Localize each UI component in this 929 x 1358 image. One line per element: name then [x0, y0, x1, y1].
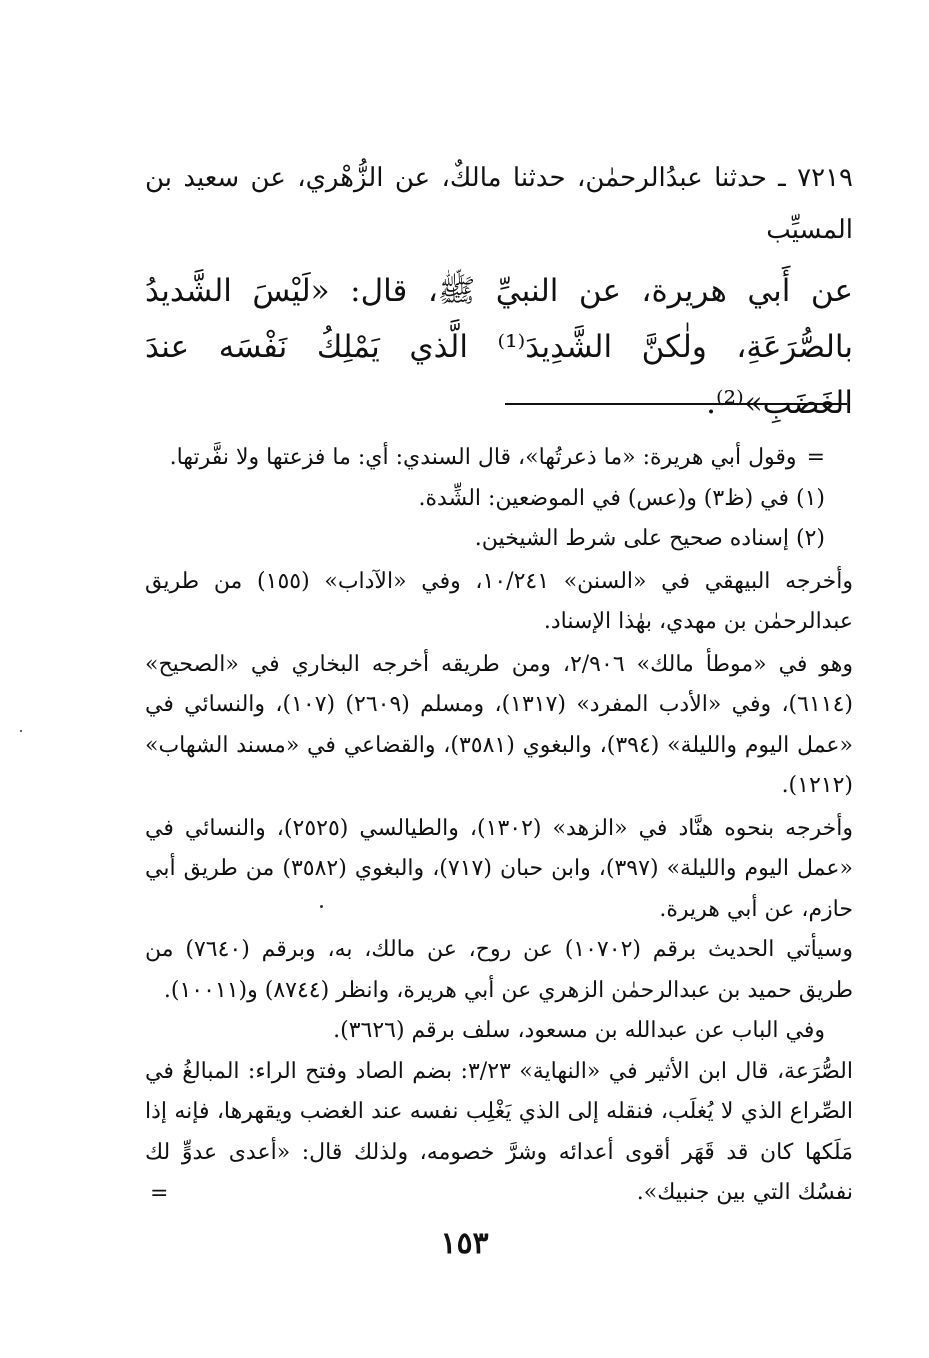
footnote-continuation	[145, 438, 853, 479]
scan-speck	[20, 730, 22, 732]
continuation-text: وقول أبي هريرة: «ما ذعرتُها»، قال السندي: أي: ما فزعتها ولا نفَّرتها.	[169, 445, 797, 470]
continuation-end-marker: =	[150, 1181, 169, 1206]
takhrij-paragraph-5: وفي الباب عن عبدالله بن مسعود، سلف برقم (٣٦٢٦).	[333, 1018, 825, 1043]
takhrij-paragraph-1: وأخرجه البيهقي في «السنن» ١٠/٢٤١، وفي «الآداب» (١٥٥) من طريق عبدالرحمٰن بن مهدي، بهٰذا الإسناد.	[145, 568, 853, 634]
continuation-marker: =	[806, 445, 825, 470]
takhrij-paragraph-2: وهو في «موطأ مالك» ٢/٩٠٦، ومن طريقه أخرجه البخاري في «الصحيح» (٦١١٤)، وفي «الأدب المفرد» (١٣١٧)، ومسلم (٢٦٠٩) (١٠٧)، والنسائي في «عمل اليوم والليلة» (٣٩٤)، والبغوي (٣٥٨١)، والقضاعي في «مسند الشهاب» (١٢١٢).	[145, 651, 854, 798]
hadith-text: عن أَبي هريرة، عن النبيِّ ﷺ، قال: «لَيْسَ الشَّديدُ بالصُّرَعَةِ، ولٰكنَّ الشَّدِيدَ⁽¹⁾ الَّذي يَمْلِكُ نَفْسَه عندَ الغَضَبِ»⁽²⁾.	[145, 273, 853, 421]
takhrij-paragraph-3: وأخرجه بنحوه هنَّاد في «الزهد» (١٣٠٢)، والطيالسي (٢٥٢٥)، والنسائي في «عمل اليوم والليلة» (٣٩٧)، وابن حبان (٧١٧)، والبغوي (٣٥٨٢) من طريق أبي حازم، عن أبي هريرة.	[145, 815, 854, 922]
page-number: ١٥٣	[440, 1226, 489, 1261]
footnote-2: (٢) إسناده صحيح على شرط الشيخين.	[474, 526, 825, 551]
hadith-heading: ٧٢١٩ ـ حدثنا عبدُالرحمٰن، حدثنا مالكٌ، عن الزُّهْري، عن سعيد بن المسيِّب	[145, 163, 853, 245]
takhrij-paragraph-4: وسيأتي الحديث برقم (١٠٧٠٢) عن روح، عن مالك، به، وبرقم (٧٦٤٠) من طريق حميد بن عبدالرحمٰن الزهري عن أبي هريرة، وانظر (٨٧٤٤) و(١٠٠١١).	[145, 937, 853, 1003]
footnotes	[145, 438, 853, 1214]
footnote-divider	[505, 403, 847, 405]
scan-speck	[320, 905, 323, 908]
footnote-1: (١) في (ظ٣) و(عس) في الموضعين: الشِّدة.	[418, 485, 825, 511]
gharib-explanation: الصُّرَعة، قال ابن الأثير في «النهاية» ٣/٢٣: بضم الصاد وفتح الراء: المبالغُ في الصِّراع الذي لا يُغلَب، فنقله إلى الذي يَغْلِب نفسه عند الغضب ويقهرها، فإنه إذا مَلَكها كان قد قَهَر أقوى أعدائه وشرَّ خصومه، ولذلك قال: «أعدى عدوٍّ لك نفسُك التي بين جنبيك».	[145, 1058, 853, 1205]
